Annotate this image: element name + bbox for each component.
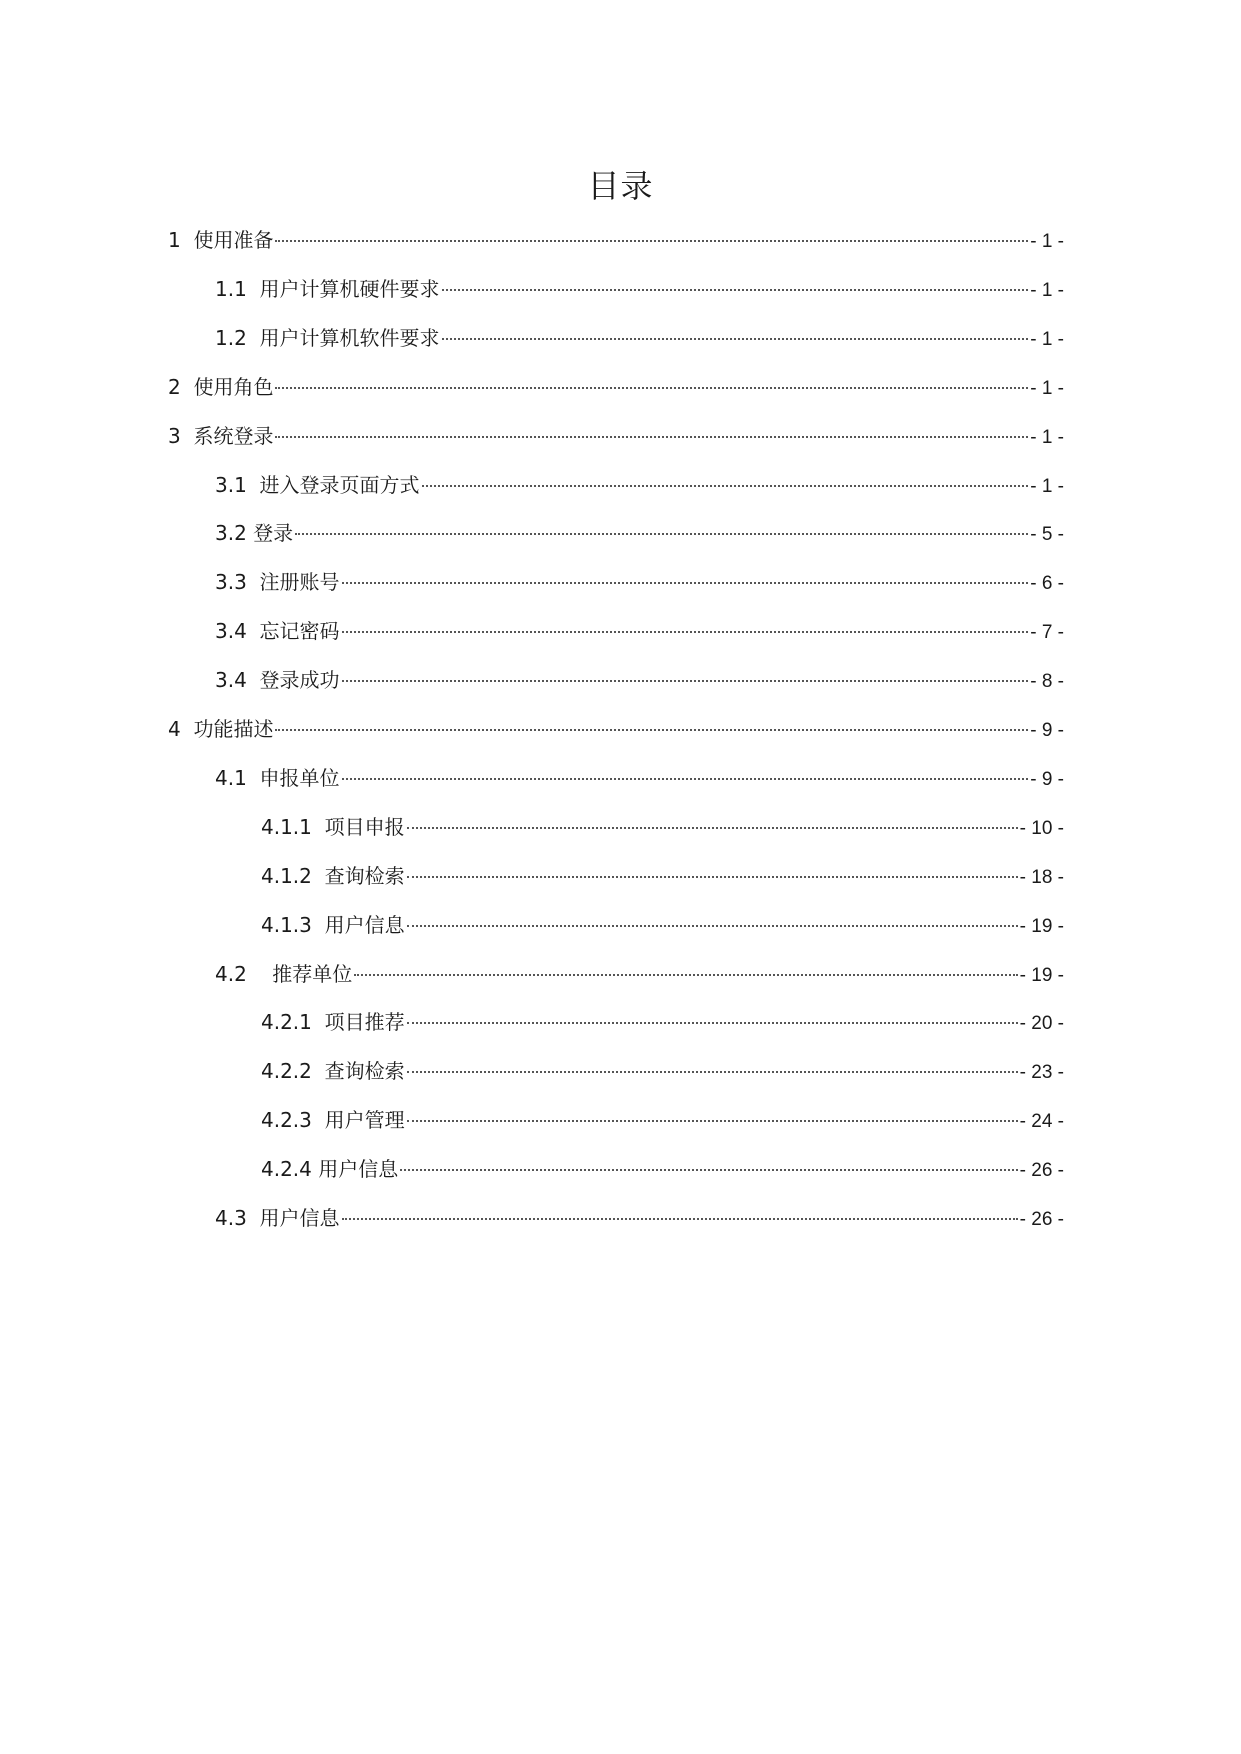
toc-entry-page-number: - 9 - bbox=[1030, 720, 1064, 741]
toc-entry-page-number: - 1 - bbox=[1030, 426, 1064, 448]
toc-entry-page-number: - 5 - bbox=[1030, 524, 1064, 546]
toc-entry-page-number: - 8 - bbox=[1030, 671, 1064, 693]
toc-entry[interactable] bbox=[215, 1204, 1064, 1232]
toc-entry-label: 1.1 用户计算机硬件要求 bbox=[215, 276, 440, 301]
toc-dot-leader bbox=[442, 338, 1029, 340]
toc-entry[interactable] bbox=[215, 275, 1064, 303]
toc-entry[interactable] bbox=[261, 1155, 1064, 1183]
toc-entry-label: 3 系统登录 bbox=[168, 423, 274, 448]
toc-dot-leader bbox=[407, 1071, 1018, 1073]
toc-entry-label: 3.2 登录 bbox=[215, 521, 294, 546]
toc-entry-label: 4.1.3 用户信息 bbox=[261, 912, 405, 937]
toc-dot-leader bbox=[275, 729, 1028, 731]
toc-entry[interactable] bbox=[215, 960, 1064, 988]
toc-entry-label: 3.3 注册账号 bbox=[215, 570, 340, 595]
toc-entry[interactable] bbox=[261, 1057, 1064, 1085]
toc-entry[interactable] bbox=[168, 373, 1064, 401]
toc-entry-page-number: - 19 - bbox=[1019, 964, 1064, 986]
toc-dot-leader bbox=[400, 1169, 1017, 1171]
toc-entry-page-number: - 24 - bbox=[1019, 1111, 1064, 1133]
toc-entry-label: 4.2.3 用户管理 bbox=[261, 1108, 405, 1133]
toc-dot-leader bbox=[275, 436, 1028, 438]
toc-entry-page-number: - 23 - bbox=[1019, 1062, 1064, 1084]
toc-entry[interactable] bbox=[215, 666, 1064, 694]
toc-entry-page-number: - 1 - bbox=[1030, 328, 1064, 350]
toc-dot-leader bbox=[422, 485, 1029, 487]
toc-entry[interactable] bbox=[261, 911, 1064, 939]
toc-entry[interactable] bbox=[215, 324, 1064, 352]
toc-entry-page-number: - 7 - bbox=[1030, 622, 1064, 644]
toc-dot-leader bbox=[407, 925, 1018, 927]
toc-entry-label: 4.1.2 查询检索 bbox=[261, 863, 405, 888]
toc-entry-page-number: - 1 - bbox=[1030, 377, 1064, 399]
toc-entry-label: 4.2 推荐单位 bbox=[215, 961, 353, 986]
toc-entry[interactable] bbox=[168, 226, 1064, 254]
toc-dot-leader bbox=[407, 876, 1018, 878]
toc-dot-leader bbox=[407, 1022, 1018, 1024]
toc-entry[interactable] bbox=[215, 617, 1064, 645]
toc-entry-label: 4.3 用户信息 bbox=[215, 1206, 340, 1230]
toc-entry[interactable] bbox=[261, 862, 1064, 890]
page-title: 目录 bbox=[587, 167, 654, 205]
toc-dot-leader bbox=[342, 680, 1029, 682]
toc-entry-label: 3.1 进入登录页面方式 bbox=[215, 472, 420, 497]
toc-dot-leader bbox=[342, 778, 1029, 780]
toc-entry-label: 3.4 登录成功 bbox=[215, 668, 340, 693]
toc-dot-leader bbox=[342, 631, 1029, 633]
toc-entry-label: 4.2.2 查询检索 bbox=[261, 1059, 405, 1084]
toc-entry-label: 4 功能描述 bbox=[168, 717, 274, 741]
toc-entry[interactable] bbox=[215, 471, 1064, 499]
toc-entry[interactable] bbox=[261, 1106, 1064, 1134]
toc-entry-page-number: - 19 - bbox=[1019, 915, 1064, 937]
toc-entry[interactable] bbox=[168, 715, 1064, 743]
toc-entry-label: 1.2 用户计算机软件要求 bbox=[215, 325, 440, 350]
toc-dot-leader bbox=[295, 533, 1028, 535]
toc-entry[interactable] bbox=[261, 1008, 1064, 1036]
toc-dot-leader bbox=[275, 387, 1028, 389]
toc-entry-label: 4.1 申报单位 bbox=[215, 765, 340, 790]
toc-entry-label: 1 使用准备 bbox=[168, 228, 274, 252]
toc-dot-leader bbox=[342, 1218, 1018, 1220]
toc-entry-page-number: - 26 - bbox=[1019, 1209, 1064, 1230]
toc-entry-page-number: - 1 - bbox=[1030, 475, 1064, 497]
toc-entry[interactable] bbox=[261, 813, 1064, 841]
toc-dot-leader bbox=[407, 827, 1018, 829]
toc-entry-page-number: - 26 - bbox=[1019, 1160, 1064, 1182]
toc-entry-label: 4.1.1 项目申报 bbox=[261, 814, 405, 839]
toc-entry-page-number: - 6 - bbox=[1030, 573, 1064, 595]
toc-entry[interactable] bbox=[215, 568, 1064, 596]
toc-dot-leader bbox=[442, 289, 1029, 291]
toc-entry[interactable] bbox=[215, 519, 1064, 547]
toc-entry-label: 2 使用角色 bbox=[168, 374, 274, 399]
toc-entry[interactable] bbox=[168, 422, 1064, 450]
toc-entry[interactable] bbox=[215, 764, 1064, 792]
toc-entry-label: 3.4 忘记密码 bbox=[215, 619, 340, 644]
toc-entry-page-number: - 20 - bbox=[1019, 1013, 1064, 1035]
toc-entry-page-number: - 10 - bbox=[1019, 817, 1064, 839]
toc-entry-page-number: - 9 - bbox=[1030, 768, 1064, 790]
toc-dot-leader bbox=[354, 974, 1017, 976]
toc-dot-leader bbox=[275, 240, 1028, 242]
toc-entry-label: 4.2.1 项目推荐 bbox=[261, 1010, 405, 1035]
toc-entry-label: 4.2.4 用户信息 bbox=[261, 1157, 399, 1182]
toc-dot-leader bbox=[407, 1120, 1018, 1122]
toc-entry-page-number: - 18 - bbox=[1019, 866, 1064, 888]
toc-dot-leader bbox=[342, 582, 1029, 584]
toc-entry-page-number: - 1 - bbox=[1030, 279, 1064, 301]
toc-entry-page-number: - 1 - bbox=[1030, 231, 1064, 252]
